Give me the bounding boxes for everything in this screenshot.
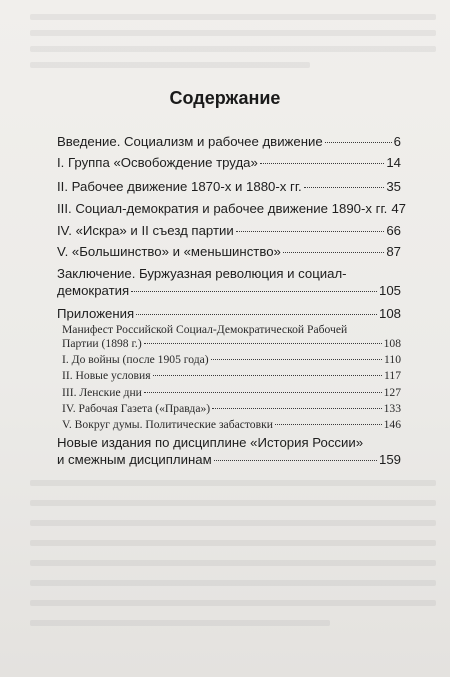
- toc-entry[interactable]: [57, 134, 401, 150]
- bleed-through-line: [30, 600, 436, 606]
- toc-entry[interactable]: [57, 435, 401, 468]
- bleed-through-line: [30, 540, 436, 546]
- leader-dots: [275, 424, 382, 425]
- leader-dots: [304, 187, 385, 188]
- toc-entry-label: V. «Большинство» и «меньшинство»: [57, 244, 281, 259]
- toc-entry[interactable]: [57, 266, 401, 299]
- toc-entry[interactable]: [57, 223, 401, 239]
- leader-dots: [283, 252, 384, 253]
- toc-entry-label: IV. «Искра» и II съезд партии: [57, 223, 234, 238]
- toc-entry-page: 105: [378, 283, 401, 298]
- toc-subentry-page: 146: [383, 418, 401, 431]
- toc-subentry[interactable]: [62, 353, 401, 367]
- toc-subentry-label: V. Вокруг думы. Политические забастовки: [62, 418, 273, 431]
- toc-entry-page: 6: [393, 134, 401, 149]
- leader-dots: [211, 359, 382, 360]
- toc-subentry-label-line2: Партии (1898 г.): [62, 337, 142, 350]
- toc-entry-page: 14: [386, 155, 401, 170]
- toc-entry-label: I. Группа «Освобождение труда»: [57, 155, 258, 170]
- toc-entry-page: 159: [378, 452, 401, 467]
- page-title: Содержание: [169, 88, 281, 108]
- toc-entry-page: 47: [391, 201, 407, 216]
- toc-subentry[interactable]: [62, 323, 401, 351]
- toc-subentry-page: 110: [384, 353, 401, 366]
- toc-entry[interactable]: [57, 155, 401, 171]
- toc-entry-label-line1: Заключение. Буржуазная революция и социал-: [57, 266, 347, 281]
- bleed-through-line: [30, 620, 330, 626]
- leader-dots: [236, 231, 385, 232]
- leader-dots: [144, 392, 382, 393]
- bleed-through-line: [30, 30, 436, 36]
- toc-subentry[interactable]: [62, 369, 401, 383]
- toc-entry-page: 66: [386, 223, 401, 238]
- bleed-through-line: [30, 62, 310, 68]
- toc-entry-label: Приложения: [57, 306, 135, 321]
- toc-entry[interactable]: [57, 306, 401, 322]
- toc-subentry-label: I. До войны (после 1905 года): [62, 353, 209, 366]
- toc-entry-label: Введение. Социализм и рабочее движение: [57, 134, 323, 149]
- toc-entry[interactable]: [57, 179, 401, 195]
- bleed-through-line: [30, 560, 436, 566]
- toc-entry-label-line2: и смежным дисциплинам: [57, 452, 212, 467]
- toc-subentry[interactable]: [62, 402, 401, 416]
- toc-subentry-page: 117: [384, 369, 401, 382]
- toc-entry-label: II. Рабочее движение 1870-х и 1880-х гг.: [57, 179, 302, 194]
- leader-dots: [214, 460, 377, 461]
- leader-dots: [136, 314, 377, 315]
- bleed-through-line: [30, 480, 436, 486]
- toc-entry-page: 35: [386, 179, 401, 194]
- bleed-through-line: [30, 520, 436, 526]
- toc-entry-label-line1: Новые издания по дисциплине «История России»: [57, 435, 364, 450]
- leader-dots: [325, 142, 392, 143]
- leader-dots: [131, 291, 377, 292]
- toc-subentry[interactable]: [62, 386, 401, 400]
- toc-subentry-label: IV. Рабочая Газета («Правда»): [62, 402, 211, 415]
- toc-entry-page: 87: [386, 244, 401, 259]
- bleed-through-line: [30, 580, 436, 586]
- toc-entry-label-line2: демократия: [57, 283, 130, 298]
- toc-subentry-label: III. Ленские дни: [62, 386, 142, 399]
- toc-subentry-page: 127: [383, 386, 401, 399]
- leader-dots: [144, 343, 382, 344]
- toc-entry[interactable]: [57, 201, 407, 217]
- toc-entry[interactable]: [57, 244, 401, 260]
- bleed-through-line: [30, 14, 436, 20]
- toc-subentry[interactable]: [62, 418, 401, 432]
- toc-subentry-page: 108: [383, 337, 401, 350]
- leader-dots: [212, 408, 381, 409]
- leader-dots: [260, 163, 385, 164]
- toc-entry-page: 108: [378, 306, 401, 321]
- toc-entry-label: III. Социал-демократия и рабочее движение 1890-х гг.: [57, 201, 388, 216]
- toc-subentry-label: II. Новые условия: [62, 369, 151, 382]
- bleed-through-line: [30, 46, 436, 52]
- toc-subentry-label-line1: Манифест Российской Социал-Демократической Рабочей: [62, 323, 348, 336]
- leader-dots: [153, 375, 382, 376]
- toc-subentry-page: 133: [383, 402, 401, 415]
- bleed-through-line: [30, 500, 436, 506]
